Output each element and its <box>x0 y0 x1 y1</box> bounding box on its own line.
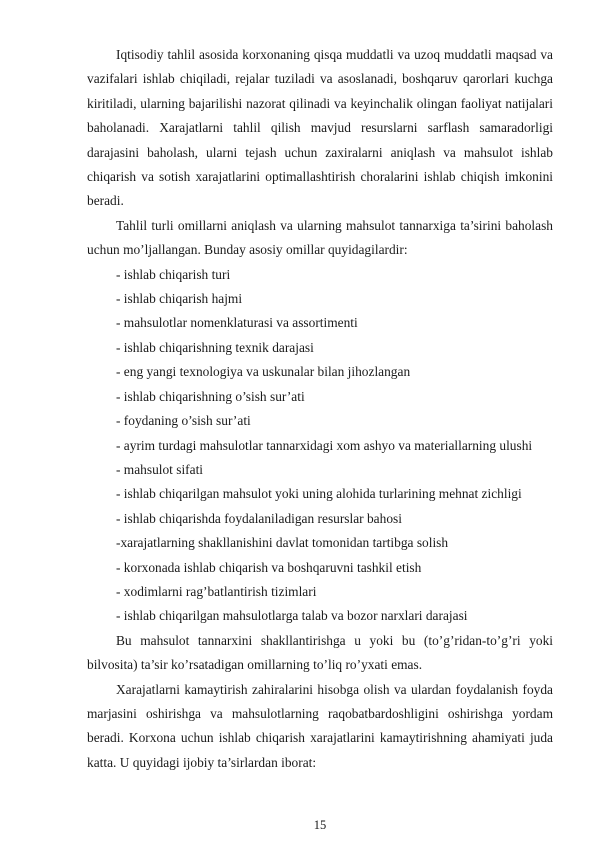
page-body <box>87 43 553 775</box>
list-item: - ishlab chiqarilgan mahsulot yoki uning alohida turlarining mehnat zichligi <box>116 486 522 502</box>
factors-intro-paragraph: Tahlil turli omillarni aniqlash va ularning mahsulot tannarxiga ta’sirini baholash uchun mo’ljallangan. Bunday asosiy omillar quyidagilardir: <box>87 217 553 258</box>
page-number: 15 <box>313 818 327 832</box>
list-item: - foydaning o’sish sur’ati <box>116 413 251 429</box>
list-item: - mahsulotlar nomenklaturasi va assortimenti <box>116 315 358 331</box>
incomplete-list-note: Bu mahsulot tannarxini shakllantirishga u yoki bu (to’g’ridan-to’g’ri yoki bilvosita) ta’sir ko’rsatadigan omillarning to’liq ro’yxati emas. <box>87 632 553 673</box>
list-item: - ishlab chiqarishning texnik darajasi <box>116 339 314 355</box>
list-item: - ishlab chiqarishda foydalaniladigan resurslar bahosi <box>116 510 402 526</box>
list-item: -xarajatlarning shakllanishini davlat tomonidan tartibga solish <box>116 535 449 551</box>
list-item: - ishlab chiqarilgan mahsulotlarga talab va bozor narxlari darajasi <box>116 608 468 624</box>
list-item: - ishlab chiqarish hajmi <box>116 291 243 307</box>
factors-list <box>87 263 553 629</box>
intro-paragraph: Iqtisodiy tahlil asosida korxonaning qisqa muddatli va uzoq muddatli maqsad va vazifalari ishlab chiqiladi, rejalar tuziladi va asoslanadi, boshqaruv qarorlari kuchga kiritiladi, ularning bajarilishi nazorat qilinadi va keyinchalik olingan faoliyat natijalari baholanadi. Xarajatlarni tahlil qilish mavjud resurslarni sarflash samaradorligi darajasini baholash, ularni tejash uchun zaxiralarni aniqlash va mahsulot ishlab chiqarish va sotish xarajatlarini optimallashtirish choralarini ishlab chiqish imkonini beradi. <box>87 47 553 209</box>
list-item: - ishlab chiqarish turi <box>116 266 231 282</box>
list-item: - ayrim turdagi mahsulotlar tannarxidagi xom ashyo va materiallarning ulushi <box>116 437 533 453</box>
list-item: - xodimlarni rag’batlantirish tizimlari <box>116 583 317 599</box>
cost-reduction-paragraph: Xarajatlarni kamaytirish zahiralarini hisobga olish va ulardan foydalanish foyda marjasini oshirishga va mahsulotlarning raqobatbardoshligini oshirishga yordam beradi. Korxona uchun ishlab chiqarish xarajatlarini kamaytirishning ahamiyati juda katta. U quyidagi ijobiy ta’sirlardan iborat: <box>87 681 553 770</box>
list-item: - ishlab chiqarishning o’sish sur’ati <box>116 388 305 404</box>
list-item: - eng yangi texnologiya va uskunalar bilan jihozlangan <box>116 364 411 380</box>
list-item: - korxonada ishlab chiqarish va boshqaruvni tashkil etish <box>116 559 422 575</box>
list-item: - mahsulot sifati <box>116 461 204 477</box>
